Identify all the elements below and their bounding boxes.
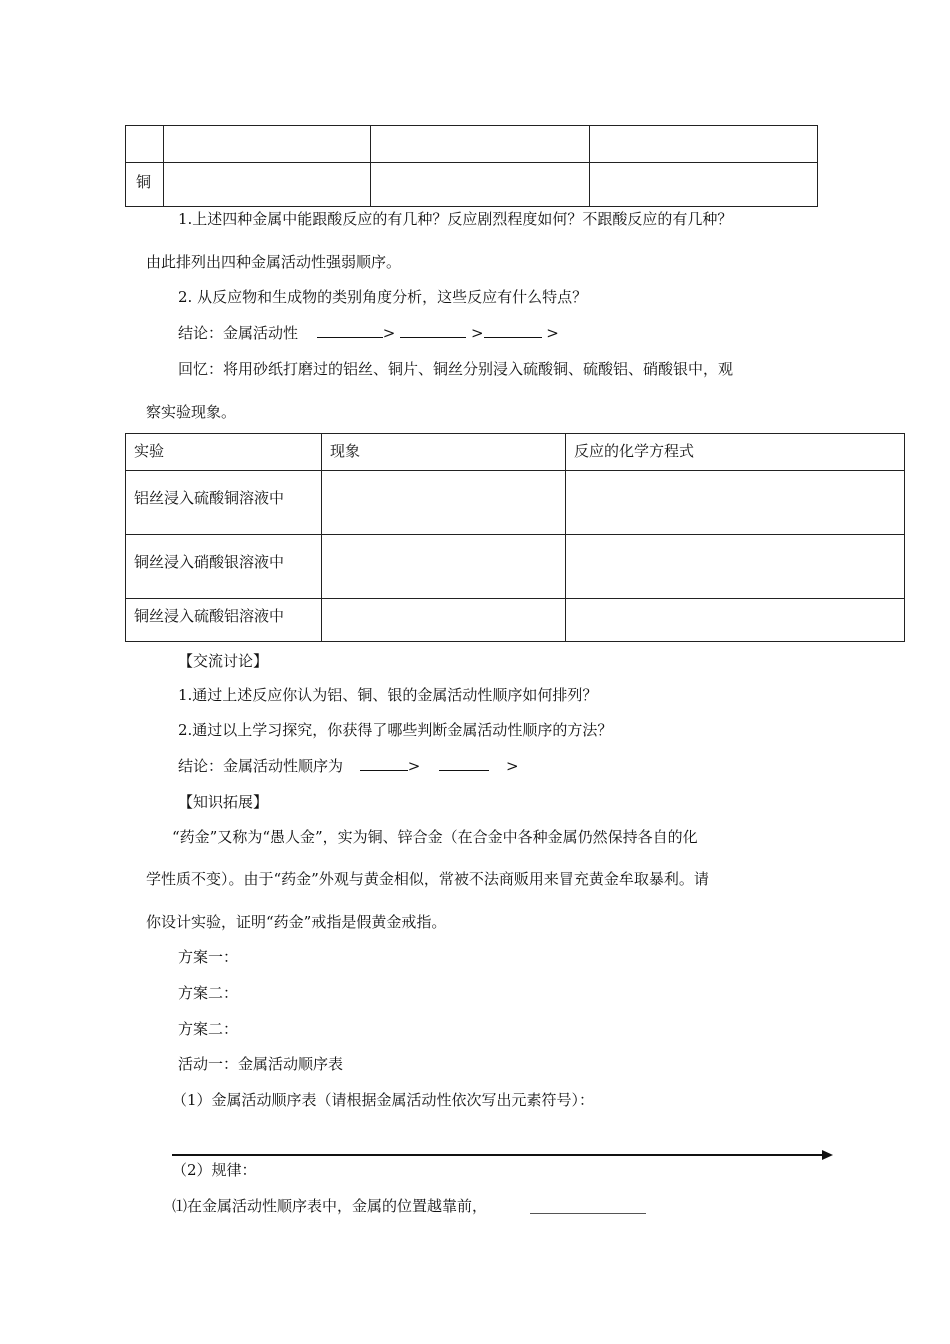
table-row xyxy=(126,535,905,599)
table-cell xyxy=(566,599,905,642)
recall-text: 回忆：将用砂纸打磨过的铝丝、铜片、铜丝分别浸入硫酸铜、硫酸铝、硝酸银中，观 xyxy=(178,360,734,378)
table-cell xyxy=(322,471,566,535)
extension-paragraph: 学性质不变）。由于“药金”外观与黄金相似，常被不法商贩用来冒充黄金牟取暴利。请 xyxy=(146,870,709,888)
table-cell xyxy=(590,163,818,207)
answer-blank[interactable] xyxy=(400,323,466,338)
question-2: 2. 从反应物和生成物的类别角度分析，这些反应有什么特点？ xyxy=(178,288,588,306)
discussion-conclusion: 结论：金属活动性顺序为 > > xyxy=(178,757,519,775)
arrow-right-icon xyxy=(822,1150,833,1160)
plan-2: 方案二： xyxy=(178,984,239,1002)
rule-1: ⑴在金属活动性顺序表中，金属的位置越靠前， xyxy=(172,1197,488,1215)
conclusion-activity: 结论：金属活动性 > > > xyxy=(178,324,559,342)
table-header: 实验 xyxy=(126,434,322,471)
discussion-heading: 【交流讨论】 xyxy=(178,652,269,670)
extension-paragraph: “药金”又称为“愚人金”，实为铜、锌合金（在合金中各种金属仍然保持各自的化 xyxy=(172,828,698,846)
table-cell xyxy=(566,535,905,599)
table-cell xyxy=(590,126,818,163)
question-1-continued: 由此排列出四种金属活动性强弱顺序。 xyxy=(146,253,402,271)
table-cell xyxy=(164,126,371,163)
experiment-name: 铝丝浸入硫酸铜溶液中 xyxy=(126,471,322,535)
table-cell xyxy=(371,163,590,207)
table-header: 现象 xyxy=(322,434,566,471)
question-1: 1.上述四种金属中能跟酸反应的有几种？反应剧烈程度如何？不跟酸反应的有几种？ xyxy=(178,210,733,228)
table-cell xyxy=(371,126,590,163)
table-cell xyxy=(322,535,566,599)
activity-item-1: （1）金属活动顺序表（请根据金属活动性依次写出元素符号）： xyxy=(172,1091,595,1109)
extension-paragraph: 你设计实验，证明“药金”戒指是假黄金戒指。 xyxy=(146,913,447,931)
table-row xyxy=(126,471,905,535)
metal-reaction-table xyxy=(125,125,818,207)
activity-series-arrow-line xyxy=(172,1154,824,1156)
table-row-label: 铜 xyxy=(126,163,164,207)
activity-item-2: （2）规律： xyxy=(172,1161,257,1179)
answer-blank[interactable] xyxy=(439,756,489,771)
discussion-question-2: 2.通过以上学习探究，你获得了哪些判断金属活动性顺序的方法？ xyxy=(178,721,613,739)
table-cell xyxy=(126,126,164,163)
extension-heading: 【知识拓展】 xyxy=(178,793,269,811)
experiment-table xyxy=(125,433,905,642)
plan-3: 方案二： xyxy=(178,1020,239,1038)
table-cell xyxy=(164,163,371,207)
answer-blank[interactable] xyxy=(317,323,383,338)
answer-blank[interactable] xyxy=(360,756,408,771)
experiment-name: 铜丝浸入硫酸铝溶液中 xyxy=(126,599,322,642)
table-header: 反应的化学方程式 xyxy=(566,434,905,471)
experiment-name: 铜丝浸入硝酸银溶液中 xyxy=(126,535,322,599)
answer-blank[interactable] xyxy=(484,323,542,338)
table-cell xyxy=(322,599,566,642)
answer-blank[interactable] xyxy=(530,1213,646,1214)
plan-1: 方案一： xyxy=(178,948,239,966)
table-cell xyxy=(566,471,905,535)
activity-title: 活动一：金属活动顺序表 xyxy=(178,1055,344,1073)
discussion-question-1: 1.通过上述反应你认为铝、铜、银的金属活动性顺序如何排列？ xyxy=(178,686,598,704)
table-row xyxy=(126,599,905,642)
recall-text-continued: 察实验现象。 xyxy=(146,403,237,421)
